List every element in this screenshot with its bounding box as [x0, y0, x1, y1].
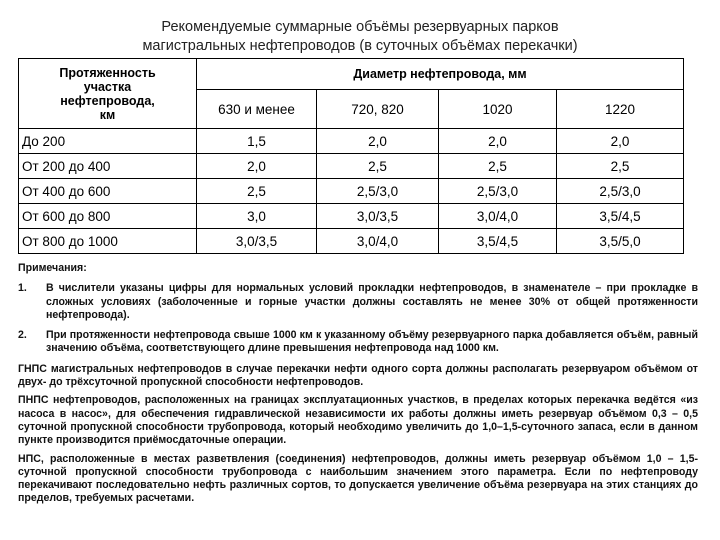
- table-cell: 3,0/3,5: [317, 204, 439, 229]
- note-item: [18, 282, 698, 322]
- table-cell: 2,0: [439, 129, 557, 154]
- notes-heading: Примечания:: [18, 262, 87, 274]
- note-number: 1.: [18, 282, 27, 295]
- row-label: До 200: [19, 129, 197, 154]
- title-line-2: магистральных нефтепроводов (в суточных объёмах перекачки): [142, 38, 578, 54]
- table-cell: 2,5/3,0: [557, 179, 684, 204]
- table-cell: 3,0/4,0: [317, 229, 439, 254]
- row-label: От 400 до 600: [19, 179, 197, 204]
- diameter-header: 1220: [557, 90, 684, 129]
- table-cell: 2,0: [557, 129, 684, 154]
- table-cell: 3,0/3,5: [197, 229, 317, 254]
- table-cell: 2,0: [197, 154, 317, 179]
- gnps-paragraph: ГНПС магистральных нефтепроводов в случае перекачки нефти одного сорта должны располагать резервуаром объёмом от двух- до трёхсуточной пропускной способности нефтепроводов.: [18, 362, 698, 389]
- table-row: [19, 204, 684, 229]
- table-row: [19, 229, 684, 254]
- table-cell: 3,0: [197, 204, 317, 229]
- table-cell: 3,5/5,0: [557, 229, 684, 254]
- table-cell: 2,5: [197, 179, 317, 204]
- notes-section: [18, 262, 698, 506]
- row-label: От 600 до 800: [19, 204, 197, 229]
- table-cell: 2,5/3,0: [317, 179, 439, 204]
- note-item: [18, 329, 698, 356]
- nps-paragraph: НПС, расположенные в местах разветвления (соединения) нефтепроводов, должны иметь резервуар объёмом 1,0 – 1,5-суточной пропускной способности трубопровода с наибольшим значением этого параметра. Если по нефтепроводу перекачивают последовательно нефть различных сортов, то допускается увеличение объёма резервуара на этих станциях до пределов, требуемых расчетами.: [18, 452, 698, 505]
- table-cell: 2,0: [317, 129, 439, 154]
- table-row: [19, 129, 684, 154]
- page-title: [0, 18, 720, 56]
- table-cell: 2,5/3,0: [439, 179, 557, 204]
- table-cell: 1,5: [197, 129, 317, 154]
- pnps-paragraph: ПНПС нефтепроводов, расположенных на границах эксплуатационных участков, в пределах которых перекачка ведётся «из насоса в насос», для обеспечения гидравлической независимости их работы должны иметь резервуар объёмом 0,3 – 0,5 суточной пропускной способности трубопровода, который необходимо увеличить до 1,0–1,5-суточного запаса, если в данном пункте производится приёмосдаточные операции.: [18, 394, 698, 447]
- title-line-1: Рекомендуемые суммарные объёмы резервуарных парков: [161, 19, 559, 35]
- row-label: От 800 до 1000: [19, 229, 197, 254]
- table-cell: 3,0/4,0: [439, 204, 557, 229]
- header-row: [19, 59, 684, 90]
- diameter-group-header: Диаметр нефтепровода, мм: [197, 59, 684, 90]
- table-row: [19, 154, 684, 179]
- reservoir-volume-table: [18, 58, 684, 254]
- table-cell: 3,5/4,5: [439, 229, 557, 254]
- note-text: При протяженности нефтепровода свыше 1000 км к указанному объёму резервуарного парка добавляется объём, равный значению объёма, соответствующего длине превышения нефтепровода над 1000 км.: [46, 329, 698, 355]
- length-column-header: Протяженность участка нефтепровода, км: [19, 59, 197, 129]
- table-cell: 2,5: [317, 154, 439, 179]
- table-cell: 3,5/4,5: [557, 204, 684, 229]
- table-row: [19, 179, 684, 204]
- note-text: В числители указаны цифры для нормальных условий прокладки нефтепроводов, в знаменателе – при прокладке в сложных условиях (заболоченные и горные участки должны составлять не менее 30% от общей протяженности нефтепровода).: [46, 282, 698, 321]
- diameter-header: 1020: [439, 90, 557, 129]
- note-number: 2.: [18, 329, 27, 342]
- row-label: От 200 до 400: [19, 154, 197, 179]
- table-cell: 2,5: [557, 154, 684, 179]
- table-cell: 2,5: [439, 154, 557, 179]
- diameter-header: 720, 820: [317, 90, 439, 129]
- diameter-header: 630 и менее: [197, 90, 317, 129]
